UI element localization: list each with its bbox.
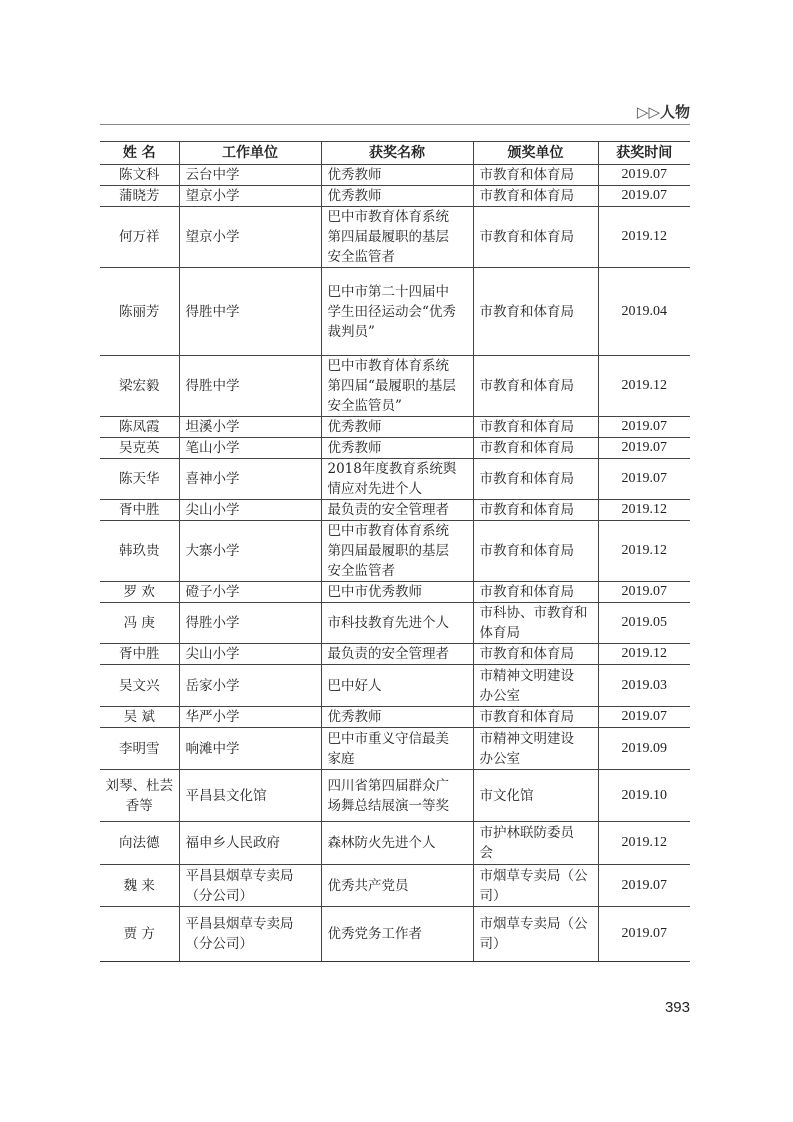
table-row (100, 521, 690, 582)
cell-award-date: 2019.09 (598, 728, 690, 770)
cell-award-name: 最负责的安全管理者 (321, 644, 473, 665)
cell-name: 胥中胜 (100, 500, 179, 521)
cell-work-unit: 尖山小学 (179, 500, 321, 521)
cell-awarding-body: 市教育和体育局 (473, 707, 598, 728)
cell-award-date: 2019.10 (598, 770, 690, 822)
table-row (100, 644, 690, 665)
cell-award-date: 2019.07 (598, 186, 690, 207)
cell-award-name: 优秀教师 (321, 186, 473, 207)
cell-work-unit: 喜神小学 (179, 459, 321, 500)
section-header (637, 101, 690, 122)
cell-award-date: 2019.07 (598, 459, 690, 500)
table-row (100, 438, 690, 459)
table-row (100, 865, 690, 907)
cell-work-unit: 望京小学 (179, 186, 321, 207)
cell-award-date: 2019.12 (598, 207, 690, 268)
cell-awarding-body: 市教育和体育局 (473, 459, 598, 500)
cell-award-date: 2019.07 (598, 582, 690, 603)
cell-name: 蒲晓芳 (100, 186, 179, 207)
header-rule (100, 124, 690, 125)
cell-work-unit: 响滩中学 (179, 728, 321, 770)
cell-work-unit: 大寨小学 (179, 521, 321, 582)
cell-work-unit: 平昌县烟草专卖局 （分公司） (179, 907, 321, 962)
cell-name: 吴克英 (100, 438, 179, 459)
cell-work-unit: 华严小学 (179, 707, 321, 728)
cell-awarding-body: 市精神文明建设 办公室 (473, 728, 598, 770)
cell-award-date: 2019.12 (598, 500, 690, 521)
cell-award-name: 巴中市教育体育系统 第四届“最履职的基层 安全监管员” (321, 356, 473, 417)
cell-awarding-body: 市文化馆 (473, 770, 598, 822)
cell-awarding-body: 市教育和体育局 (473, 521, 598, 582)
cell-award-name: 优秀教师 (321, 707, 473, 728)
table-row (100, 417, 690, 438)
cell-work-unit: 坦溪小学 (179, 417, 321, 438)
cell-award-date: 2019.12 (598, 521, 690, 582)
cell-awarding-body: 市教育和体育局 (473, 582, 598, 603)
cell-award-date: 2019.07 (598, 165, 690, 186)
table-row (100, 186, 690, 207)
column-header-name: 姓 名 (100, 142, 179, 165)
cell-name: 胥中胜 (100, 644, 179, 665)
cell-name: 韩玖贵 (100, 521, 179, 582)
cell-award-date: 2019.03 (598, 665, 690, 707)
cell-name: 贾 方 (100, 907, 179, 962)
cell-award-name: 巴中市教育体育系统 第四届最履职的基层 安全监管者 (321, 521, 473, 582)
table-row (100, 582, 690, 603)
table-row (100, 165, 690, 186)
cell-award-name: 巴中市重义守信最美 家庭 (321, 728, 473, 770)
column-header-awarding-body: 颁奖单位 (473, 142, 598, 165)
column-header-award-name: 获奖名称 (321, 142, 473, 165)
cell-awarding-body: 市精神文明建设 办公室 (473, 665, 598, 707)
cell-work-unit: 磴子小学 (179, 582, 321, 603)
cell-work-unit: 笔山小学 (179, 438, 321, 459)
cell-award-date: 2019.07 (598, 907, 690, 962)
section-title: 人物 (659, 103, 690, 121)
cell-awarding-body: 市教育和体育局 (473, 417, 598, 438)
cell-work-unit: 平昌县烟草专卖局 （分公司） (179, 865, 321, 907)
cell-name: 刘琴、杜芸 香等 (100, 770, 179, 822)
cell-name: 何万祥 (100, 207, 179, 268)
cell-name: 陈文科 (100, 165, 179, 186)
triangle-marker-icon: ▷▷ (636, 103, 660, 121)
cell-name: 吴文兴 (100, 665, 179, 707)
cell-awarding-body: 市教育和体育局 (473, 644, 598, 665)
cell-work-unit: 得胜中学 (179, 356, 321, 417)
cell-award-date: 2019.12 (598, 644, 690, 665)
column-header-award-date: 获奖时间 (598, 142, 690, 165)
cell-name: 罗 欢 (100, 582, 179, 603)
cell-award-name: 巴中好人 (321, 665, 473, 707)
cell-award-date: 2019.07 (598, 438, 690, 459)
cell-award-name: 巴中市优秀教师 (321, 582, 473, 603)
cell-award-name: 优秀教师 (321, 438, 473, 459)
cell-name: 向法德 (100, 822, 179, 865)
table-row (100, 665, 690, 707)
cell-name: 冯 庚 (100, 603, 179, 644)
cell-awarding-body: 市教育和体育局 (473, 438, 598, 459)
cell-awarding-body: 市护林联防委员 会 (473, 822, 598, 865)
cell-name: 吴 斌 (100, 707, 179, 728)
table-row (100, 603, 690, 644)
cell-award-date: 2019.04 (598, 268, 690, 356)
cell-work-unit: 望京小学 (179, 207, 321, 268)
cell-name: 陈天华 (100, 459, 179, 500)
cell-award-name: 巴中市教育体育系统 第四届最履职的基层 安全监管者 (321, 207, 473, 268)
cell-awarding-body: 市科协、市教育和 体育局 (473, 603, 598, 644)
cell-work-unit: 平昌县文化馆 (179, 770, 321, 822)
cell-award-date: 2019.07 (598, 707, 690, 728)
cell-work-unit: 得胜小学 (179, 603, 321, 644)
cell-award-name: 巴中市第二十四届中 学生田径运动会“优秀 裁判员” (321, 268, 473, 356)
cell-name: 陈凤霞 (100, 417, 179, 438)
cell-awarding-body: 市烟草专卖局（公 司） (473, 865, 598, 907)
table-row (100, 500, 690, 521)
table-row (100, 268, 690, 356)
table-row (100, 907, 690, 962)
cell-award-name: 优秀党务工作者 (321, 907, 473, 962)
cell-award-name: 优秀教师 (321, 165, 473, 186)
cell-award-name: 市科技教育先进个人 (321, 603, 473, 644)
table-row (100, 707, 690, 728)
table-row (100, 459, 690, 500)
cell-award-name: 2018年度教育系统舆 情应对先进个人 (321, 459, 473, 500)
cell-award-name: 四川省第四届群众广 场舞总结展演一等奖 (321, 770, 473, 822)
cell-name: 陈丽芳 (100, 268, 179, 356)
cell-work-unit: 岳家小学 (179, 665, 321, 707)
cell-award-name: 最负责的安全管理者 (321, 500, 473, 521)
cell-name: 梁宏毅 (100, 356, 179, 417)
cell-awarding-body: 市教育和体育局 (473, 186, 598, 207)
cell-awarding-body: 市教育和体育局 (473, 500, 598, 521)
cell-award-date: 2019.05 (598, 603, 690, 644)
cell-name: 李明雪 (100, 728, 179, 770)
table-row (100, 356, 690, 417)
cell-name: 魏 来 (100, 865, 179, 907)
table-row (100, 770, 690, 822)
cell-award-date: 2019.07 (598, 417, 690, 438)
table-row (100, 822, 690, 865)
cell-award-date: 2019.07 (598, 865, 690, 907)
cell-work-unit: 福申乡人民政府 (179, 822, 321, 865)
cell-work-unit: 得胜中学 (179, 268, 321, 356)
cell-awarding-body: 市教育和体育局 (473, 268, 598, 356)
cell-work-unit: 尖山小学 (179, 644, 321, 665)
table-row (100, 207, 690, 268)
cell-awarding-body: 市教育和体育局 (473, 165, 598, 186)
table-header-row (100, 142, 690, 165)
cell-awarding-body: 市教育和体育局 (473, 207, 598, 268)
table-row (100, 728, 690, 770)
cell-award-name: 优秀教师 (321, 417, 473, 438)
cell-award-name: 优秀共产党员 (321, 865, 473, 907)
cell-work-unit: 云台中学 (179, 165, 321, 186)
column-header-work-unit: 工作单位 (179, 142, 321, 165)
cell-award-date: 2019.12 (598, 356, 690, 417)
cell-awarding-body: 市教育和体育局 (473, 356, 598, 417)
page-number: 393 (664, 999, 690, 1016)
awards-table (100, 141, 690, 962)
cell-award-name: 森林防火先进个人 (321, 822, 473, 865)
cell-award-date: 2019.12 (598, 822, 690, 865)
cell-awarding-body: 市烟草专卖局（公 司） (473, 907, 598, 962)
